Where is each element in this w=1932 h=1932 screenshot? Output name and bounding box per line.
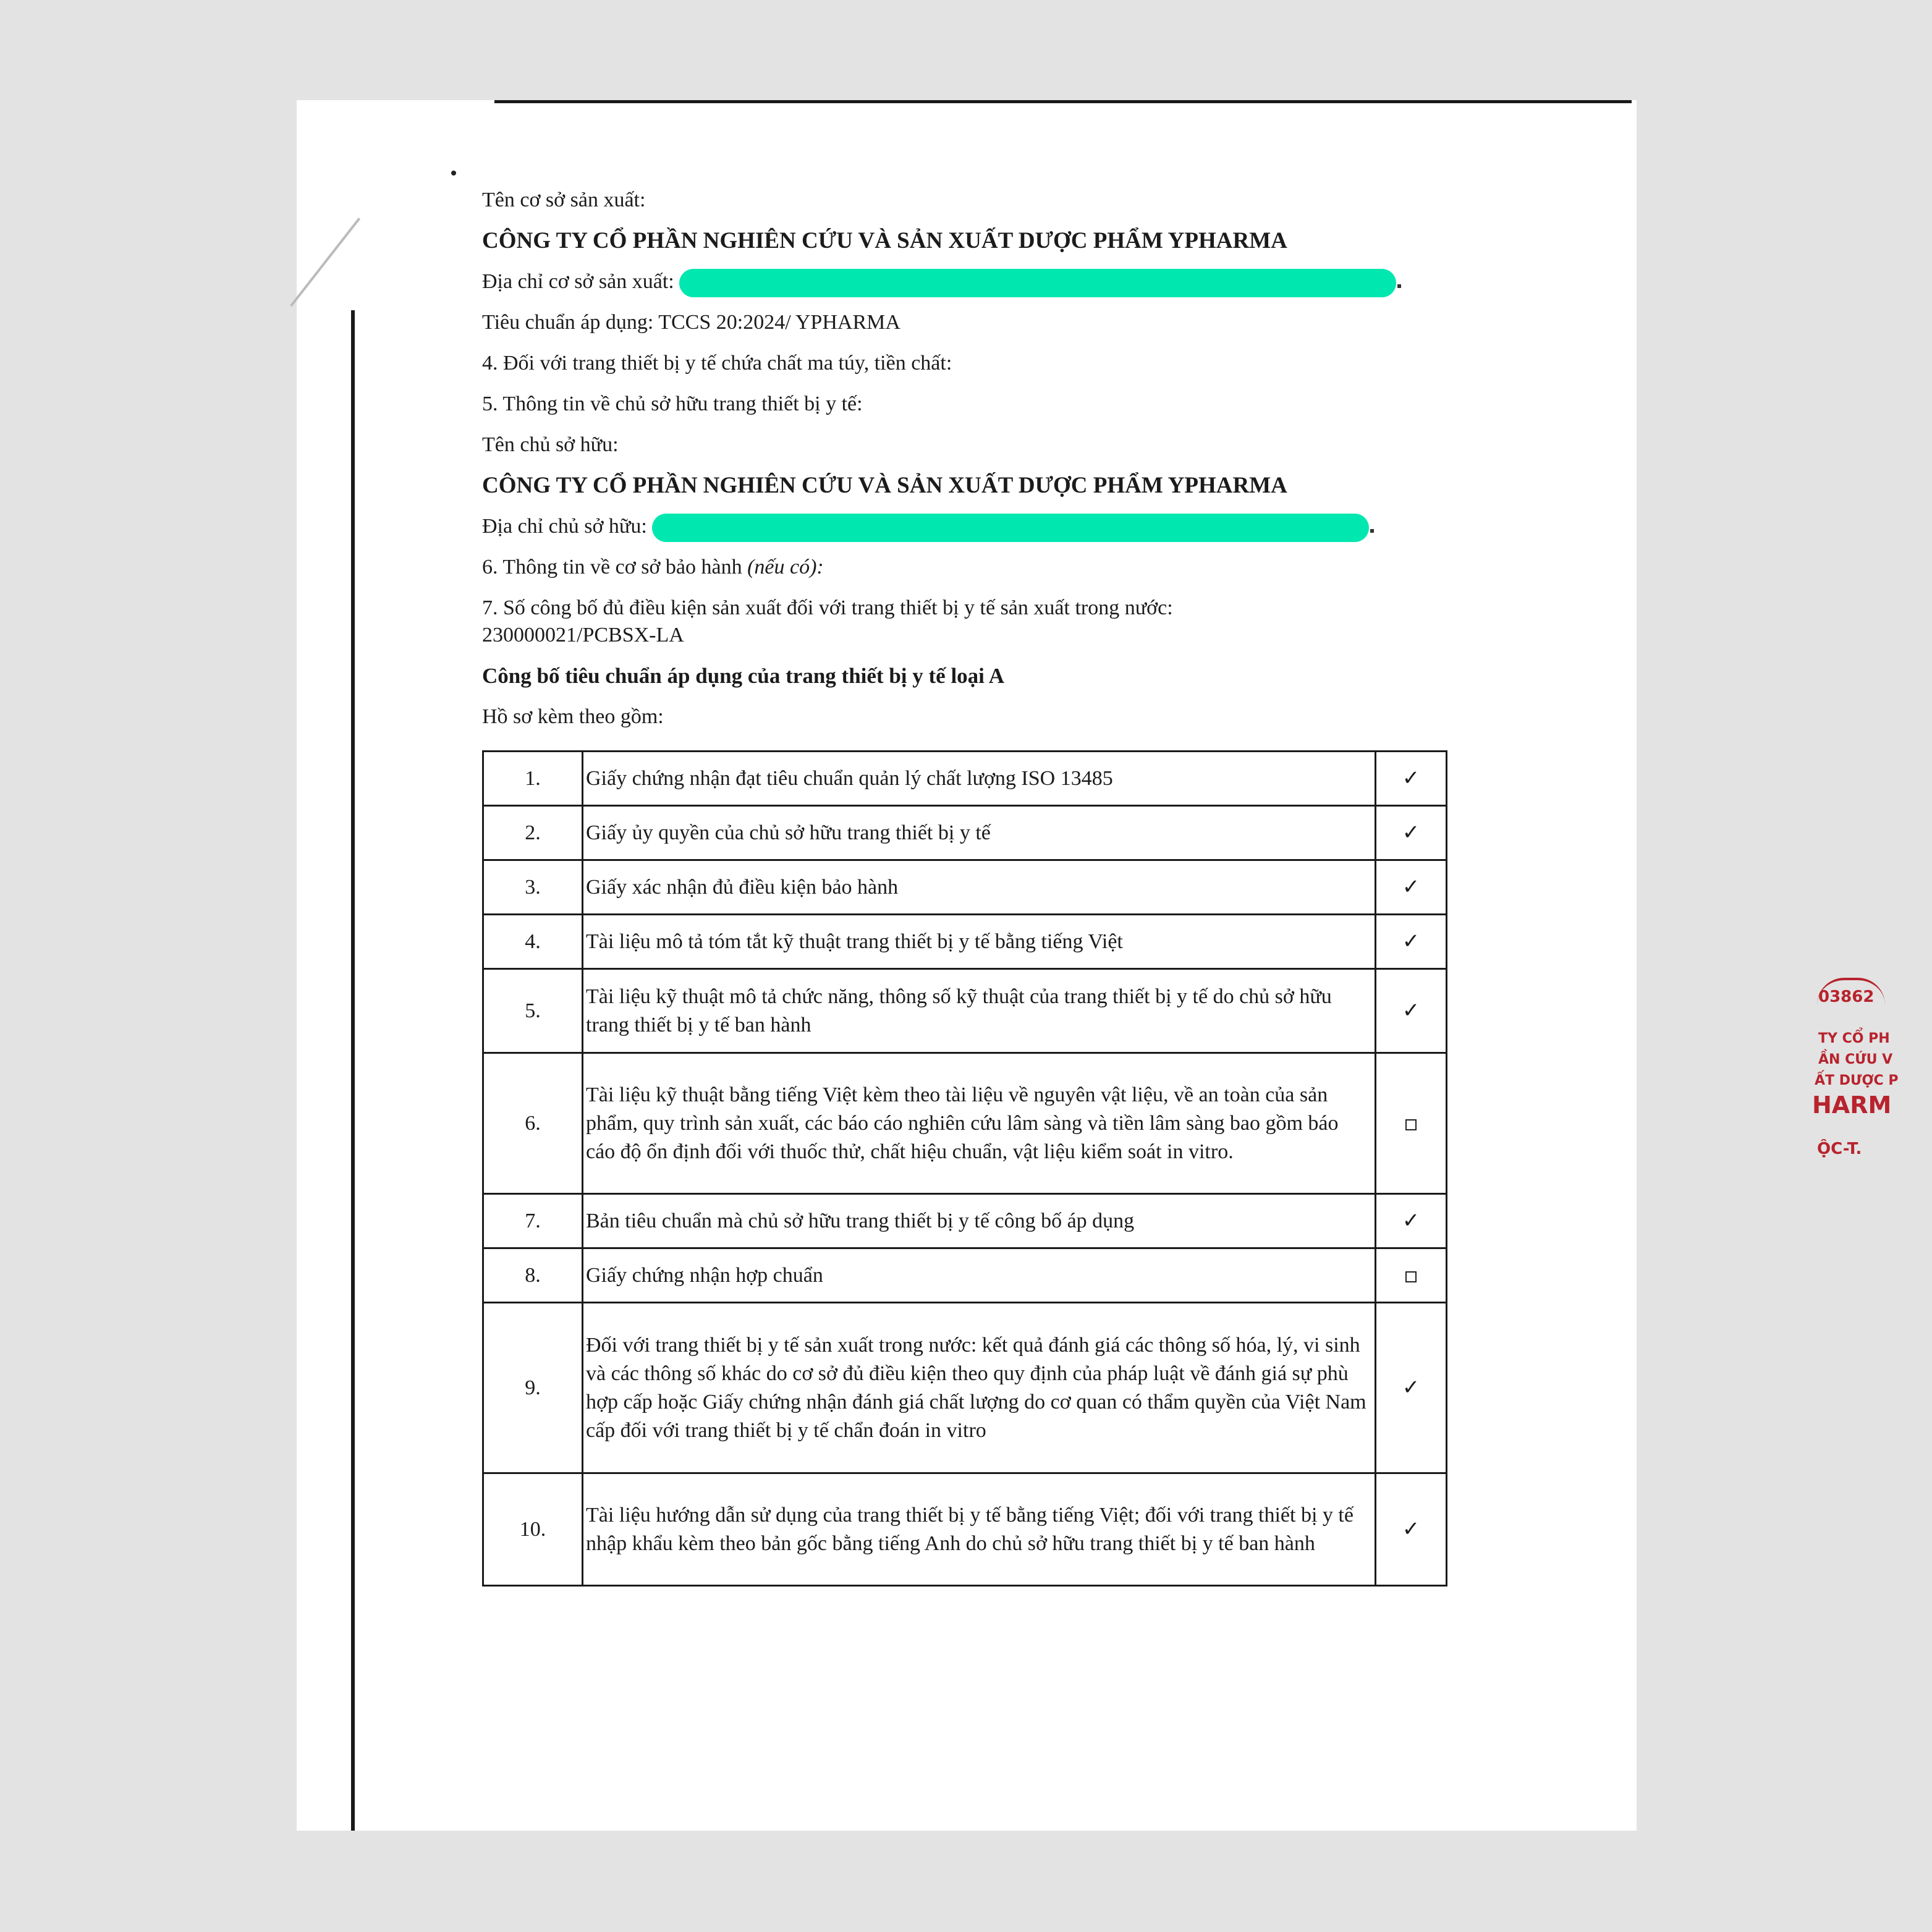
document-number: 10. xyxy=(483,1473,583,1586)
checkmark-icon: ✓ xyxy=(1376,1194,1447,1248)
attached-label: Hồ sơ kèm theo gồm: xyxy=(482,705,664,728)
document-title: Tài liệu hướng dẫn sử dụng của trang thiết bị y tế bằng tiếng Việt; đối với trang thiết bị y tế nhập khẩu kèm theo bản gốc bằng tiếng Anh do chủ sở hữu trang thiết bị y tế ban hành xyxy=(583,1473,1376,1586)
empty-checkbox-icon xyxy=(1376,1248,1447,1303)
manufacturer-address-label: Địa chỉ cơ sở sản xuất: xyxy=(482,270,674,293)
document-title: Giấy chứng nhận đạt tiêu chuẩn quản lý chất lượng ISO 13485 xyxy=(583,752,1376,806)
period-mark xyxy=(1370,529,1374,533)
owner-address-label: Địa chỉ chủ sở hữu: xyxy=(482,515,647,538)
checkmark-icon: ✓ xyxy=(1376,1473,1447,1586)
item-7-value: 230000021/PCBSX-LA xyxy=(482,624,684,646)
checkmark-icon: ✓ xyxy=(1376,860,1447,915)
company-stamp xyxy=(1811,978,1899,1200)
manufacturer-name: CÔNG TY CỔ PHẦN NGHIÊN CỨU VÀ SẢN XUẤT DƯỢC PHẨM YPHARMA xyxy=(482,228,1287,253)
document-row xyxy=(483,915,1447,969)
item-6-note: (nếu có): xyxy=(747,556,824,578)
item-5-line: 5. Thông tin về chủ sở hữu trang thiết bị y tế: xyxy=(482,392,863,415)
period-mark xyxy=(1397,284,1401,288)
item-6-line xyxy=(482,554,1693,581)
document-number: 5. xyxy=(483,969,583,1053)
document-number: 1. xyxy=(483,752,583,806)
document-title: Tài liệu mô tả tóm tắt kỹ thuật trang thiết bị y tế bằng tiếng Việt xyxy=(583,915,1376,969)
document-row xyxy=(483,969,1447,1053)
stamp-line-2: ẦN CỨU V xyxy=(1818,1052,1893,1067)
document-body xyxy=(482,187,1693,744)
checkmark-icon: ✓ xyxy=(1376,806,1447,860)
owner-address-row xyxy=(482,513,1693,540)
manufacturer-address-row xyxy=(482,268,1693,295)
checkbox-square xyxy=(1405,1119,1417,1130)
document-number: 4. xyxy=(483,915,583,969)
scan-edge-top xyxy=(494,100,1632,103)
document-title: Tài liệu kỹ thuật bằng tiếng Việt kèm theo tài liệu về nguyên vật liệu, về an toàn của sản phẩm, quy trình sản xuất, các báo cáo nghiên cứu lâm sàng và tiền lâm sàng bao gồm báo cáo độ ổn định đối với thuốc thử, chất hiệu chuẩn, vật liệu kiểm soát in vitro. xyxy=(583,1053,1376,1194)
stamp-line-5: ỘC-T. xyxy=(1817,1140,1862,1158)
document-row xyxy=(483,1248,1447,1303)
stamp-code: 03862 xyxy=(1818,988,1875,1006)
document-title: Tài liệu kỹ thuật mô tả chức năng, thông số kỹ thuật của trang thiết bị y tế do chủ sở hữu trang thiết bị y tế ban hành xyxy=(583,969,1376,1053)
document-title: Đối với trang thiết bị y tế sản xuất trong nước: kết quả đánh giá các thông số hóa, lý, vi sinh và các thông số khác do cơ sở đủ điều kiện theo quy định của pháp luật về đánh giá sự phù hợp cấp hoặc Giấy chứng nhận đánh giá chất lượng do cơ quan có thẩm quyền của Việt Nam cấp đối với trang thiết bị y tế chẩn đoán in vitro xyxy=(583,1303,1376,1473)
checkmark-icon: ✓ xyxy=(1376,1303,1447,1473)
item-7-text: 7. Số công bố đủ điều kiện sản xuất đối với trang thiết bị y tế sản xuất trong nước: xyxy=(482,596,1173,619)
stamp-line-4: HARM xyxy=(1812,1091,1892,1119)
document-row xyxy=(483,1194,1447,1248)
document-row xyxy=(483,806,1447,860)
scan-fold-corner xyxy=(290,218,360,307)
document-title: Giấy ủy quyền của chủ sở hữu trang thiết bị y tế xyxy=(583,806,1376,860)
redaction-bar xyxy=(652,514,1369,542)
scan-edge-left xyxy=(351,310,355,1831)
stamp-line-1: TY CỔ PH xyxy=(1818,1031,1890,1046)
document-row xyxy=(483,1303,1447,1473)
item-7-block xyxy=(482,595,1693,649)
document-number: 8. xyxy=(483,1248,583,1303)
item-4-line: 4. Đối với trang thiết bị y tế chứa chất ma túy, tiền chất: xyxy=(482,352,952,375)
document-number: 6. xyxy=(483,1053,583,1194)
document-number: 7. xyxy=(483,1194,583,1248)
checkmark-icon: ✓ xyxy=(1376,752,1447,806)
manufacturer-label: Tên cơ sở sản xuất: xyxy=(482,189,646,211)
empty-checkbox-icon xyxy=(1376,1053,1447,1194)
document-row xyxy=(483,1473,1447,1586)
document-number: 3. xyxy=(483,860,583,915)
attached-documents-table xyxy=(482,750,1447,1587)
document-row xyxy=(483,1053,1447,1194)
checkbox-square xyxy=(1405,1271,1417,1282)
owner-label: Tên chủ sở hữu: xyxy=(482,433,619,456)
document-title: Giấy chứng nhận hợp chuẩn xyxy=(583,1248,1376,1303)
standard-line: Tiêu chuẩn áp dụng: TCCS 20:2024/ YPHARMA xyxy=(482,311,900,334)
document-number: 2. xyxy=(483,806,583,860)
checkmark-icon: ✓ xyxy=(1376,915,1447,969)
owner-name: CÔNG TY CỔ PHẦN NGHIÊN CỨU VÀ SẢN XUẤT DƯỢC PHẨM YPHARMA xyxy=(482,473,1287,498)
section-title: Công bố tiêu chuẩn áp dụng của trang thiết bị y tế loại A xyxy=(482,664,1004,688)
scan-speck xyxy=(451,171,456,176)
checkmark-icon: ✓ xyxy=(1376,969,1447,1053)
redaction-bar xyxy=(679,269,1396,297)
document-title: Giấy xác nhận đủ điều kiện bảo hành xyxy=(583,860,1376,915)
stamp-line-3: ẤT DƯỢC P xyxy=(1815,1073,1899,1088)
item-6-text: 6. Thông tin về cơ sở bảo hành xyxy=(482,556,742,578)
document-row xyxy=(483,752,1447,806)
document-title: Bản tiêu chuẩn mà chủ sở hữu trang thiết bị y tế công bố áp dụng xyxy=(583,1194,1376,1248)
document-row xyxy=(483,860,1447,915)
document-number: 9. xyxy=(483,1303,583,1473)
document-page xyxy=(297,100,1899,1831)
